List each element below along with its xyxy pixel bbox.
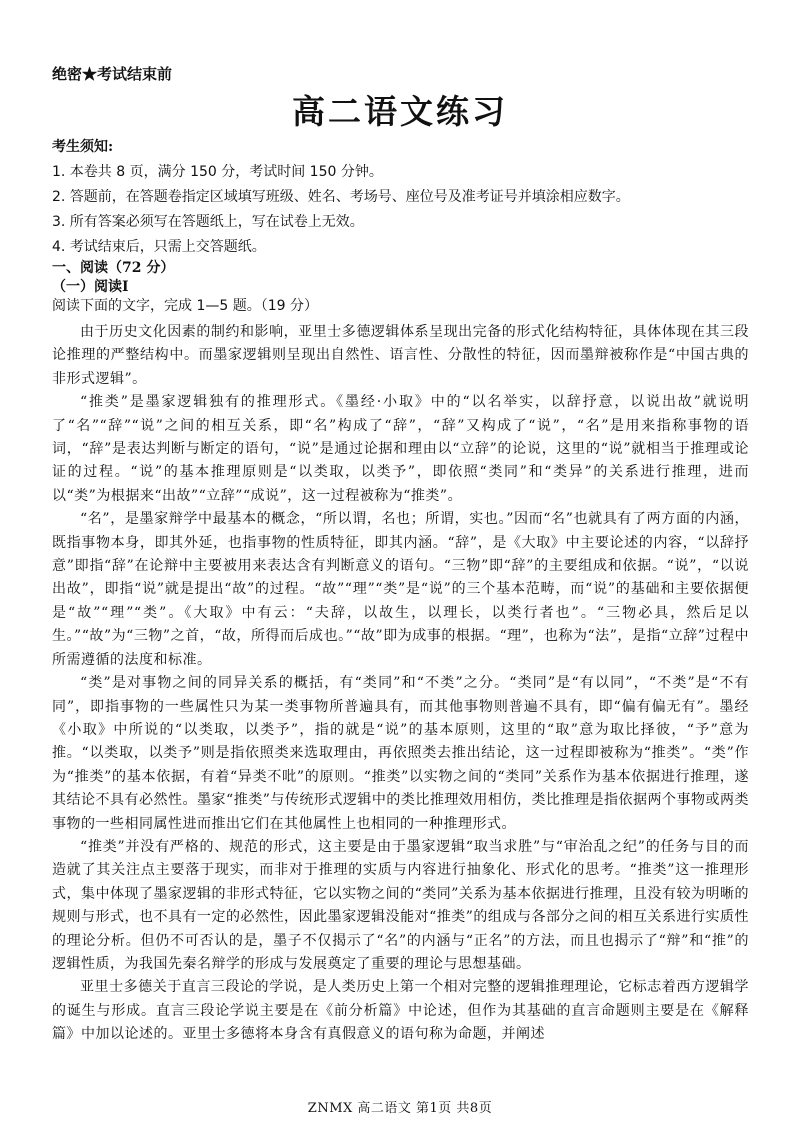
- notice-item: 4. 考试结束后，只需上交答题纸。: [52, 239, 266, 255]
- passage-paragraph: “类”是对事物之间的同异关系的概括，有“类同”和“不类”之分。“类同”是“有以同”，“不类”是“不有同”，即指事物的一些属性只为某一类事物所普遍具有，而其他事物则普遍不具有，即“偏有偏无有”。墨经《小取》中所说的“以类取，以类予”，指的就是“说”的基本原则，这里的“取”意为取比择彼，“予”意为推。“以类取，以类予”则是指依照类来选取理由，再依照类去推出结论，这一过程即被称为“推类”。“类”作为“推类”的基本依据，有着“异类不吡”的原则。“推类”以实物之间的“类同”关系作为基本依据进行推理，遂其结论不具有必然性。墨家“推类”与传统形式逻辑中的类比推理效用相仿，类比推理是指依据两个事物或两类事物的一些相同属性进而推出它们在其他属性上也相同的一种推理形式。: [52, 675, 749, 832]
- passage-paragraph: “推类”并没有严格的、规范的形式，这主要是由于墨家逻辑“取当求胜”与“审治乱之纪”的任务与目的而造就了其关注点主要落于现实，而非对于推理的实质与内容进行抽象化、形式化的思考。“推类”这一推理形式，集中体现了墨家逻辑的非形式特征，它以实物之间的“类同”关系为基本依据进行推理，且没有较为明晰的规则与形式，也不具有一定的必然性，因此墨家逻辑没能对“推类”的组成与各部分之间的相互关系进行实质性的理论分析。但仍不可否认的是，墨子不仅揭示了“名”的内涵与“正名”的方法，而且也揭示了“辩”和“推”的逻辑性质，为我国先秦名辩学的形成与发展奠定了重要的理论与思想基础。: [52, 838, 749, 972]
- passage-paragraph: 由于历史文化因素的制约和影响，亚里士多德逻辑体系呈现出完备的形式化结构特征，具体体现在其三段论推理的严整结构中。而墨家逻辑则呈现出自然性、语言性、分散性的特征，因而墨辩被称作是“中国古典的非形式逻辑”。: [52, 324, 749, 387]
- notice-item: 2. 答题前，在答题卷指定区域填写班级、姓名、考场号、座位号及准考证号并填涂相应数字。: [52, 189, 630, 205]
- passage-paragraph: “推类”是墨家逻辑独有的推理形式。《墨经·小取》中的“以名举实，以辞抒意，以说出故”就说明了“名”“辞”“说”之间的相互关系，即“名”构成了“辞”，“辞”又构成了“说”，“名”是用来指称事物的语词，“辞”是表达判断与断定的语句，“说”是通过论据和理由以“立辞”的论说，这里的“说”就相当于推理或论证的过程。“说”的基本推理原则是“以类取，以类予”，即依照“类同”和“类异”的关系进行推理，进而以“类”为根据来“出故”“立辞”“成说”，这一过程被称为“推类”。: [52, 394, 749, 504]
- notice-item: 3. 所有答案必须写在答题纸上，写在试卷上无效。: [52, 214, 364, 230]
- page-footer: ZNMX 高二语文 第1页 共8页: [307, 1101, 493, 1116]
- question-instruction: 阅读下面的文字，完成 1—5 题。（19 分）: [52, 298, 318, 314]
- section-heading: 一、阅读（72 分）: [52, 260, 175, 276]
- page-title: 高二语文练习: [292, 92, 508, 131]
- notice-heading: 考生须知:: [52, 139, 114, 155]
- reading-passage: [52, 321, 749, 1047]
- confidential-mark: 绝密★考试结束前: [52, 65, 173, 83]
- passage-paragraph: 亚里士多德关于直言三段论的学说，是人类历史上第一个相对完整的逻辑推理理论，它标志着西方逻辑学的诞生与形成。直言三段论学说主要是在《前分析篇》中论述，但作为其基础的直言命题则主要是在《解释篇》中加以论述的。亚里士多德将本身含有真假意义的语句称为命题，并阐述: [52, 979, 749, 1043]
- subsection-heading: （一）阅读Ⅰ: [52, 279, 129, 295]
- notice-item: 1. 本卷共 8 页，满分 150 分，考试时间 150 分钟。: [52, 164, 383, 180]
- passage-paragraph: “名”，是墨家辩学中最基本的概念，“所以谓，名也；所谓，实也。”因而“名”也就具有了两方面的内涵，既指事物本身，即其外延，也指事物的性质特征，即其内涵。“辞”，是《大取》中主要论述的内容，“以辞抒意”即指“辞”在论辩中主要被用来表达含有判断意义的语句。“三物”即“辞”的主要组成和依据。“说”，“以说出故”，即指“说”就是提出“故”的过程。“故”“理”“类”是“说”的三个基本范畴，而“说”的基础和主要依据便是“故”“理”“类”。《大取》中有云：“夫辞，以故生，以理长，以类行者也”。“三物必具，然后足以生。”“故”为“三物”之首，“故，所得而后成也。”“故”即为成事的根据。“理”，也称为“法”，是指“立辞”过程中所需遵循的法度和标准。: [52, 511, 749, 668]
